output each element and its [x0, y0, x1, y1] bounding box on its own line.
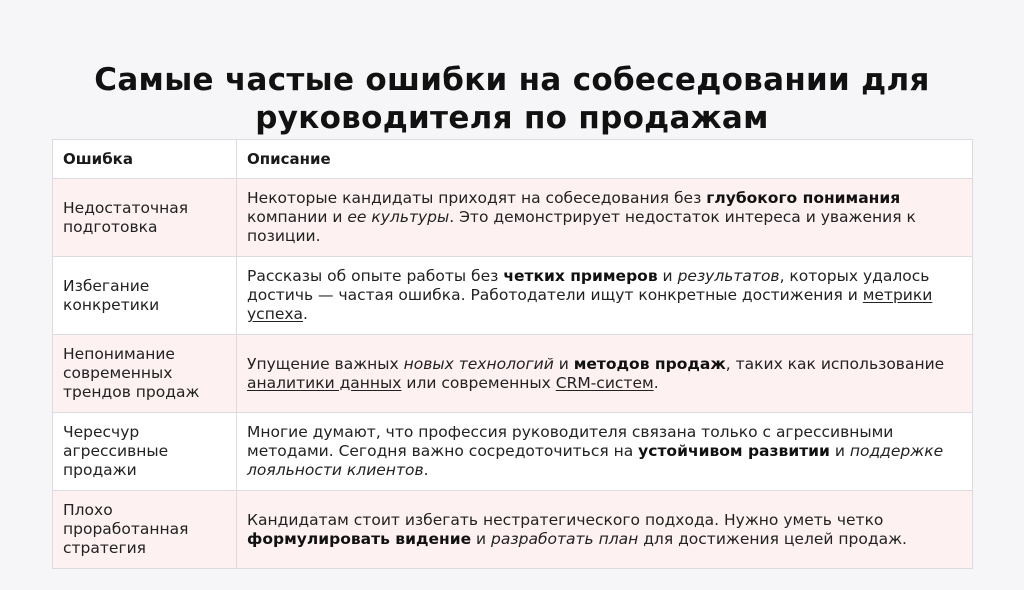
italic-phrase: результатов — [677, 267, 780, 285]
description-text: для достижения целей продаж. — [638, 529, 907, 548]
description-text: и — [657, 267, 678, 285]
table-header-row — [53, 140, 973, 179]
bold-phrase: методов продаж — [573, 354, 726, 373]
error-cell: Избегание конкретики — [53, 257, 237, 335]
description-text: Многие думают, что профессия руководителя связана только с агрессивными методами. Сегодня важно сосредоточиться на — [247, 423, 894, 460]
bold-phrase: устойчивом развитии — [638, 442, 830, 460]
header-description: Описание — [237, 140, 973, 179]
table-row — [53, 335, 973, 413]
table-row — [53, 491, 973, 569]
description-text: Некоторые кандидаты приходят на собеседования без — [247, 189, 707, 207]
table-row — [53, 413, 973, 491]
error-cell: Непонимание современных трендов продаж — [53, 335, 237, 413]
error-cell: Плохо проработанная стратегия — [53, 491, 237, 569]
description-text: . — [653, 373, 659, 392]
description-text: Рассказы об опыте работы без — [247, 267, 504, 285]
description-text: компании и — [247, 208, 348, 226]
header-error: Ошибка — [53, 140, 237, 179]
mistakes-table — [52, 139, 973, 569]
underlined-phrase: аналитики данных — [247, 373, 402, 392]
description-text: Упущение важных — [247, 354, 404, 373]
description-text: Кандидатам стоит избегать нестратегического подхода. Нужно уметь четко — [247, 510, 884, 529]
italic-phrase: поддержке лояльности клиентов — [247, 442, 944, 479]
description-text: , таких как использование — [725, 354, 945, 373]
description-cell — [237, 335, 973, 413]
underlined-phrase: метрики успеха — [247, 286, 933, 323]
title-line-1: Самые частые ошибки на собеседовании для — [94, 61, 930, 98]
page-title — [0, 61, 1024, 137]
italic-phrase: разработать план — [491, 529, 639, 548]
description-text: , которых удалось достичь — частая ошибка. Работодатели ищут конкретные достижения и — [247, 267, 930, 304]
description-text: или современных — [401, 373, 556, 392]
error-cell: Недостаточная подготовка — [53, 179, 237, 257]
description-text: . — [303, 305, 308, 323]
description-text: и — [553, 354, 574, 373]
italic-phrase: новых технологий — [403, 354, 554, 373]
description-text: . — [423, 461, 429, 479]
table-row — [53, 257, 973, 335]
bold-phrase: четких примеров — [503, 267, 658, 285]
table-row — [53, 179, 973, 257]
italic-phrase: ее культуры — [347, 208, 450, 226]
error-cell: Чересчур агрессивные продажи — [53, 413, 237, 491]
bold-phrase: формулировать видение — [247, 529, 472, 548]
description-text: и — [829, 442, 850, 460]
description-text: и — [471, 529, 492, 548]
description-cell — [237, 179, 973, 257]
description-cell — [237, 491, 973, 569]
underlined-phrase: CRM-систем — [555, 373, 654, 392]
description-cell — [237, 257, 973, 335]
description-text: . Это демонстрирует недостаток интереса и уважения к позиции. — [247, 208, 916, 245]
bold-phrase: глубокого понимания — [706, 189, 901, 207]
description-cell — [237, 413, 973, 491]
title-line-2: руководителя по продажам — [255, 99, 769, 136]
